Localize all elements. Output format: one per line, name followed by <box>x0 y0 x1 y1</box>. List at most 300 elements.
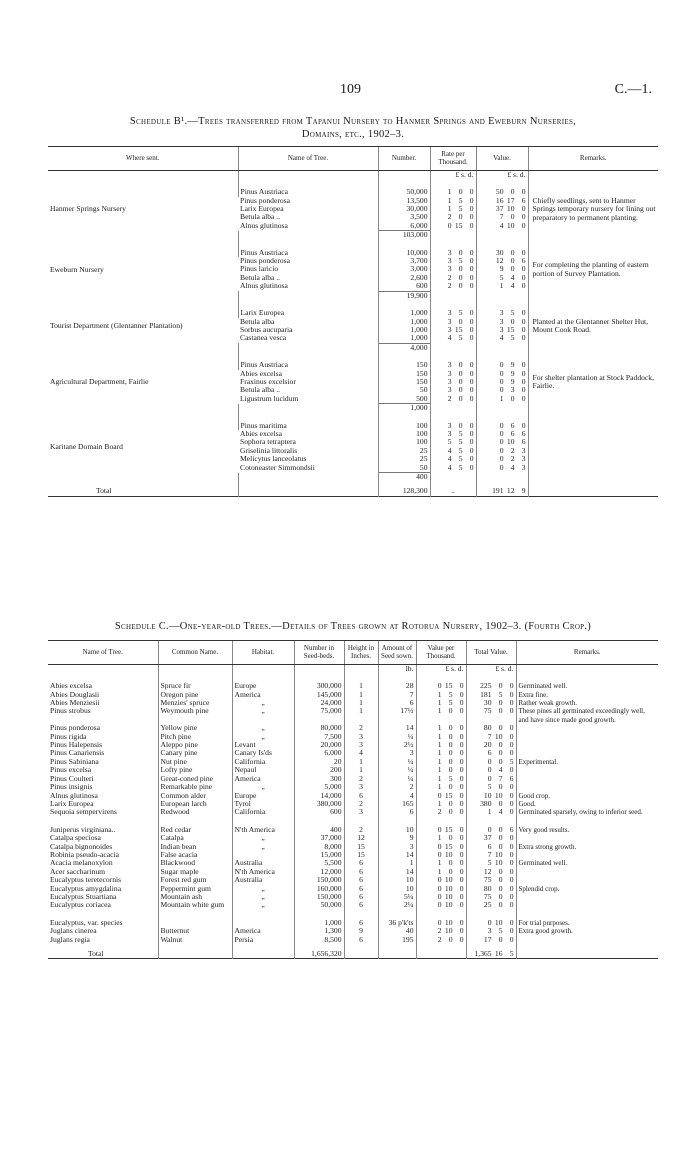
total-value-part: 191 <box>492 486 504 496</box>
rate-per-thousand-part: 2 <box>447 282 452 291</box>
rate-per-thousand-part: 0 <box>469 429 474 438</box>
total-value-part: 0 <box>509 699 514 708</box>
remark <box>516 868 658 876</box>
value-per-thousand-part: 2 <box>437 808 442 817</box>
spacer-cell <box>476 179 528 188</box>
spacer-cell <box>528 413 658 422</box>
value-per-thousand-part: 0 <box>448 867 453 876</box>
value-per-thousand <box>416 707 466 724</box>
tree-value <box>476 361 528 369</box>
rate-per-thousand-part: 0 <box>469 309 474 318</box>
blank <box>528 481 658 496</box>
tree-value-part: 0 <box>510 265 515 274</box>
spacer-cell <box>430 300 476 309</box>
blank <box>430 343 476 352</box>
total-value-part: 0 <box>509 927 514 936</box>
spacer-cell <box>430 179 476 188</box>
remark <box>516 851 658 859</box>
spacer-cell <box>378 673 416 682</box>
common-name: Indian bean <box>158 843 232 851</box>
rate-per-thousand-part: 0 <box>458 421 463 430</box>
table-row <box>48 808 658 816</box>
value-per-thousand-part: 1 <box>437 732 442 741</box>
habitat: Levant <box>232 741 294 749</box>
value-per-thousand-part: 1 <box>437 749 442 758</box>
tree-value <box>476 326 528 334</box>
spacer-row <box>48 179 658 188</box>
tree-value-part: 0 <box>521 369 526 378</box>
rate-per-thousand-part: 0 <box>458 394 463 403</box>
common-name: Blackwood <box>158 859 232 867</box>
spacer-cell <box>378 817 416 826</box>
tree-name: Pinus Canariensis <box>50 749 105 758</box>
tree-value-part: 0 <box>521 309 526 318</box>
total-value <box>466 724 516 732</box>
tree-value-part: 0 <box>499 377 504 386</box>
tree-number: 600 <box>378 282 430 291</box>
rate-per-thousand-part: 0 <box>469 265 474 274</box>
habitat: America <box>232 775 294 783</box>
habitat: „ <box>232 783 294 791</box>
tree-value-part: 30 <box>495 248 504 257</box>
total-value-part: 0 <box>509 791 514 800</box>
tree-value-part: 0 <box>521 248 526 257</box>
units-blank <box>158 664 232 673</box>
group-remark: Planted at the Glentanner Shelter Hut, Mount Cook Road. <box>528 309 658 343</box>
total-number: 1,656,320 <box>294 944 344 959</box>
rate-per-thousand-part: 0 <box>469 248 474 257</box>
tree-name: Betula alba <box>240 317 275 326</box>
spacer-cell <box>158 817 232 826</box>
table-row <box>48 893 658 901</box>
blank <box>528 404 658 413</box>
tree-number: 150 <box>378 361 430 369</box>
total-number: 128,300 <box>378 481 430 496</box>
blank <box>238 291 378 300</box>
group-subtotal: 400 <box>378 473 430 482</box>
spacer-row <box>48 352 658 361</box>
seed-sown: 6 <box>378 808 416 816</box>
value-per-thousand <box>416 859 466 867</box>
total-value-part: 0 <box>509 808 514 817</box>
rate-per-thousand-part: 0 <box>469 446 474 455</box>
rate-per-thousand-part: 0 <box>469 361 474 370</box>
tree-number: 6,000 <box>378 222 430 231</box>
blank <box>528 473 658 482</box>
blank <box>476 343 528 352</box>
seed-sown: 14 <box>378 851 416 859</box>
blank <box>528 343 658 352</box>
tree-value-part: 0 <box>521 394 526 403</box>
col-seed-sown: Amount of Seed sown. <box>378 641 416 665</box>
tree-name: Fraxinus excelsior <box>240 377 296 386</box>
rate-per-thousand <box>430 282 476 291</box>
rate-per-thousand-part: 0 <box>458 369 463 378</box>
value-per-thousand-part: 0 <box>437 850 442 859</box>
rate-per-thousand-part: 3 <box>447 386 452 395</box>
spacer-cell <box>48 910 158 919</box>
height-inches: 1 <box>344 699 378 707</box>
seedbed-number: 75,000 <box>294 707 344 724</box>
total-value <box>466 919 516 927</box>
tree-name: Acacia melanoxylon <box>50 859 113 868</box>
tree-number: 1,000 <box>378 326 430 334</box>
remark <box>516 775 658 783</box>
col-habitat: Habitat. <box>232 641 294 665</box>
value-per-thousand-part: 0 <box>448 834 453 843</box>
seed-sown: 10 <box>378 826 416 834</box>
tree-value-part: 0 <box>499 429 504 438</box>
total-value-part: 7 <box>487 850 492 859</box>
blank <box>528 291 658 300</box>
seedbed-number: 20,000 <box>294 741 344 749</box>
total-value-part: 0 <box>509 690 514 699</box>
tree-value-part: 5 <box>499 273 504 282</box>
tree-value-part: 0 <box>499 361 504 370</box>
blank <box>416 944 466 959</box>
total-value-part: 5 <box>509 757 514 766</box>
remark: Germinated well. <box>516 859 658 867</box>
rate-per-thousand <box>430 430 476 438</box>
table-row <box>48 936 658 944</box>
page-header <box>0 82 700 98</box>
rate-per-thousand-part: 0 <box>458 248 463 257</box>
remark <box>516 834 658 842</box>
units-row <box>48 664 658 673</box>
tree-name: Larix Europea <box>50 799 94 808</box>
spacer-cell <box>528 179 658 188</box>
value-per-thousand-part: 0 <box>448 724 453 733</box>
tree-name: Pinus strobus <box>50 707 91 716</box>
height-inches: 6 <box>344 868 378 876</box>
value-per-thousand-part: 15 <box>444 682 453 691</box>
total-value-part: 80 <box>483 884 492 893</box>
habitat: Europe <box>232 682 294 690</box>
total-value-part: 5 <box>498 690 503 699</box>
total-value-part: 0 <box>509 766 514 775</box>
spacer-cell <box>294 673 344 682</box>
tree-name: Abies excelsa <box>240 429 282 438</box>
seedbed-number: 160,000 <box>294 885 344 893</box>
tree-value-part: 15 <box>506 325 515 334</box>
blank <box>48 404 238 413</box>
tree-name: Pinus Austriaca <box>238 361 378 369</box>
height-inches: 12 <box>344 834 378 842</box>
total-value-part: 0 <box>509 741 514 750</box>
value-per-thousand-part: 10 <box>444 901 453 910</box>
spacer-cell <box>232 910 294 919</box>
value-per-thousand <box>416 749 466 757</box>
tree-name: Pinus ponderosa <box>240 196 290 205</box>
value-per-thousand-part: 0 <box>459 901 464 910</box>
tree-name: Pinus laricio <box>240 265 279 274</box>
total-value-part: 4 <box>498 808 503 817</box>
tree-name: Pinus ponderosa <box>50 724 100 733</box>
rate-per-thousand-part: 5 <box>458 334 463 343</box>
spacer-cell <box>516 910 658 919</box>
total-value-part: 6 <box>487 749 492 758</box>
tree-value-part: 0 <box>521 282 526 291</box>
tree-name: Eucalyptus teretecornis <box>50 876 122 885</box>
seedbed-number: 400 <box>294 826 344 834</box>
tree-name: Abies excelsa <box>240 369 282 378</box>
tree-name: Alnus glutinosa <box>240 221 288 230</box>
value-per-thousand-part: 0 <box>459 732 464 741</box>
tree-value <box>476 249 528 257</box>
habitat: Australia <box>232 876 294 884</box>
tree-number: 100 <box>378 438 430 446</box>
remark <box>516 749 658 757</box>
tree-value-part: 3 <box>499 317 504 326</box>
total-value-part: 0 <box>509 859 514 868</box>
tree-value <box>476 386 528 394</box>
tree-value-part: 6 <box>521 438 526 447</box>
total-value-part: 80 <box>483 724 492 733</box>
rate-per-thousand <box>430 395 476 404</box>
rate-per-thousand <box>430 257 476 265</box>
remark <box>516 893 658 901</box>
tree-value-part: 0 <box>521 317 526 326</box>
total-value <box>466 851 516 859</box>
value-per-thousand-part: 0 <box>448 808 453 817</box>
spacer-cell <box>48 179 238 188</box>
habitat: Europe <box>232 792 294 800</box>
tree-value-part: 3 <box>499 309 504 318</box>
common-name: Spruce fir <box>158 682 232 690</box>
tree-value-part: 12 <box>495 257 504 266</box>
rate-per-thousand-part: 0 <box>458 386 463 395</box>
rate-per-thousand-part: 5 <box>458 205 463 214</box>
spacer-cell <box>232 673 294 682</box>
units-blank <box>294 664 344 673</box>
value-per-thousand-part: 0 <box>459 825 464 834</box>
spacer-cell <box>378 240 430 249</box>
total-value <box>466 691 516 699</box>
spacer-cell <box>48 300 238 309</box>
value-per-thousand-part: 0 <box>459 741 464 750</box>
spacer-row <box>48 413 658 422</box>
tree-value <box>476 378 528 386</box>
rate-per-thousand-part: 0 <box>469 463 474 472</box>
tree-value <box>476 334 528 343</box>
total-value-part: 10 <box>494 791 503 800</box>
total-value <box>466 800 516 808</box>
seed-sown: 2½ <box>378 741 416 749</box>
seedbed-number: 1,000 <box>294 919 344 927</box>
remark: These pines all germinated exceedingly well, and have since made good growth. <box>516 707 658 724</box>
tree-name: Pinus rigida <box>50 732 87 741</box>
remark <box>516 901 658 909</box>
rate-per-thousand-part: 5 <box>458 429 463 438</box>
remark: Germinated well. <box>516 682 658 690</box>
tree-value-part: 1 <box>499 394 504 403</box>
rate-per-thousand <box>430 334 476 343</box>
spacer-cell <box>158 910 232 919</box>
tree-value-part: 3 <box>510 386 515 395</box>
blank <box>48 343 238 352</box>
tree-value-part: 4 <box>510 282 515 291</box>
value-per-thousand <box>416 868 466 876</box>
tree-name: Pinus Coulteri <box>50 774 94 783</box>
tree-name: Eucalyptus, var. species <box>50 918 123 927</box>
total-value <box>466 885 516 893</box>
total-value <box>466 749 516 757</box>
common-name: Canary pine <box>158 749 232 757</box>
remark: Extra good growth. <box>516 927 658 935</box>
value-per-thousand <box>416 834 466 842</box>
common-name: Nut pine <box>158 758 232 766</box>
spacer-cell <box>516 817 658 826</box>
height-inches: 1 <box>344 758 378 766</box>
table-row <box>48 775 658 783</box>
value-per-thousand-part: 0 <box>437 884 442 893</box>
tree-number: 30,000 <box>378 205 430 213</box>
habitat: America <box>232 691 294 699</box>
total-value-part: 3 <box>487 927 492 936</box>
seedbed-number: 14,000 <box>294 792 344 800</box>
rate-per-thousand-part: 0 <box>458 282 463 291</box>
value-per-thousand-part: 0 <box>459 859 464 868</box>
tree-name: Pinus Halepensis <box>50 741 103 750</box>
rate-per-thousand <box>430 265 476 273</box>
blank <box>528 231 658 240</box>
rate-per-thousand <box>430 309 476 317</box>
tree-value <box>476 265 528 273</box>
blank <box>516 944 658 959</box>
tree-name: Castanea vesca <box>240 334 287 343</box>
rate-per-thousand <box>430 438 476 446</box>
value-per-thousand-part: 0 <box>448 935 453 944</box>
tree-name: Acer saccharinum <box>50 867 106 876</box>
tree-value-part: 17 <box>506 196 515 205</box>
tree-value-part: 0 <box>510 248 515 257</box>
rate-per-thousand-part: 5 <box>458 463 463 472</box>
height-inches: 6 <box>344 859 378 867</box>
seedbed-number: 8,500 <box>294 936 344 944</box>
table-row <box>48 843 658 851</box>
tree-number: 50 <box>378 386 430 394</box>
value-per-thousand-part: 0 <box>437 791 442 800</box>
tree-name: Juglans regia <box>50 935 90 944</box>
rate-per-thousand-part: 3 <box>447 257 452 266</box>
rate-per-thousand-part: 3 <box>447 325 452 334</box>
value-per-thousand-part: 0 <box>459 935 464 944</box>
seedbed-number: 6,000 <box>294 749 344 757</box>
tree-value-part: 9 <box>510 369 515 378</box>
total-value-part: 0 <box>498 884 503 893</box>
spacer-cell <box>476 300 528 309</box>
rate-per-thousand-part: 0 <box>469 188 474 197</box>
table-row <box>48 749 658 757</box>
value-per-thousand <box>416 724 466 732</box>
tree-value <box>476 370 528 378</box>
common-name: Yellow pine <box>158 724 232 732</box>
blank <box>158 944 232 959</box>
rate-per-thousand-part: 1 <box>447 205 452 214</box>
tree-name: Catalpa bignonoides <box>50 842 113 851</box>
spacer-cell <box>528 240 658 249</box>
value-units: £ s. d. <box>476 170 528 179</box>
total-value <box>466 682 516 690</box>
tree-number: 150 <box>378 378 430 386</box>
tree-number: 25 <box>378 455 430 463</box>
seed-sown: 6 <box>378 699 416 707</box>
seedbed-number: 24,000 <box>294 699 344 707</box>
rate-per-thousand-part: 0 <box>469 377 474 386</box>
tree-name: Alnus glutinosa <box>50 791 98 800</box>
tree-name: Larix Europea <box>240 205 284 214</box>
spacer-cell <box>466 817 516 826</box>
rate-per-thousand-part: 5 <box>458 446 463 455</box>
tree-name: Cotoneaster Simmondsii <box>240 463 315 472</box>
schedule-b-title-line2: Domains, etc., 1902–3. <box>301 129 405 140</box>
spacer-cell <box>378 413 430 422</box>
seedbed-number: 5,500 <box>294 859 344 867</box>
total-value-part: 6 <box>509 825 514 834</box>
seedbed-number: 8,000 <box>294 843 344 851</box>
schedule-b-table <box>48 146 658 501</box>
total-value-part: 0 <box>487 774 492 783</box>
rate-per-thousand-part: 3 <box>447 248 452 257</box>
value-per-thousand-part: 0 <box>459 876 464 885</box>
total-value-part: 0 <box>509 724 514 733</box>
value-per-thousand-part: 0 <box>448 799 453 808</box>
common-name: Aleppo pine <box>158 741 232 749</box>
remark: Very good results. <box>516 826 658 834</box>
seedbed-number: 37,000 <box>294 834 344 842</box>
tree-value-part: 7 <box>499 213 504 222</box>
total-value-part: 0 <box>509 901 514 910</box>
rate-per-thousand-part: 3 <box>447 361 452 370</box>
seedbed-number: 145,000 <box>294 691 344 699</box>
total-value-part: 0 <box>498 842 503 851</box>
total-value-part: 10 <box>494 732 503 741</box>
value-per-thousand-part: 0 <box>437 876 442 885</box>
seed-sown: 10 <box>378 876 416 884</box>
habitat: Canary Is'ds <box>232 749 294 757</box>
total-value-part: 0 <box>498 892 503 901</box>
tree-name: Pinus maritima <box>238 422 378 430</box>
tree-number: 1,000 <box>378 309 430 317</box>
total-value-part: 0 <box>498 749 503 758</box>
spacer-cell <box>430 240 476 249</box>
habitat: California <box>232 808 294 816</box>
spacer-cell <box>48 817 158 826</box>
value-per-thousand-part: 10 <box>444 918 453 927</box>
col-number: Number. <box>378 147 430 171</box>
value-per-thousand-part: 1 <box>437 834 442 843</box>
value-per-thousand <box>416 927 466 935</box>
value-per-thousand-part: 0 <box>448 783 453 792</box>
value-per-thousand-part: 0 <box>448 749 453 758</box>
seed-sown: 4 <box>378 792 416 800</box>
total-value-part: 9 <box>521 486 526 496</box>
seedbed-number: 20 <box>294 758 344 766</box>
rate-per-thousand-part: 0 <box>469 317 474 326</box>
height-inches: 6 <box>344 792 378 800</box>
common-name: Peppermint gum <box>158 885 232 893</box>
subtotal-row <box>48 473 658 482</box>
rate-per-thousand-part: 4 <box>447 463 452 472</box>
total-value-part: 0 <box>509 834 514 843</box>
value-per-thousand-part: 0 <box>448 741 453 750</box>
tree-value-part: 3 <box>521 455 526 464</box>
table-row <box>48 766 658 774</box>
rate-per-thousand-part: 5 <box>458 438 463 447</box>
tree-value <box>476 464 528 473</box>
common-name: Butternut <box>158 927 232 935</box>
tree-number: 10,000 <box>378 249 430 257</box>
